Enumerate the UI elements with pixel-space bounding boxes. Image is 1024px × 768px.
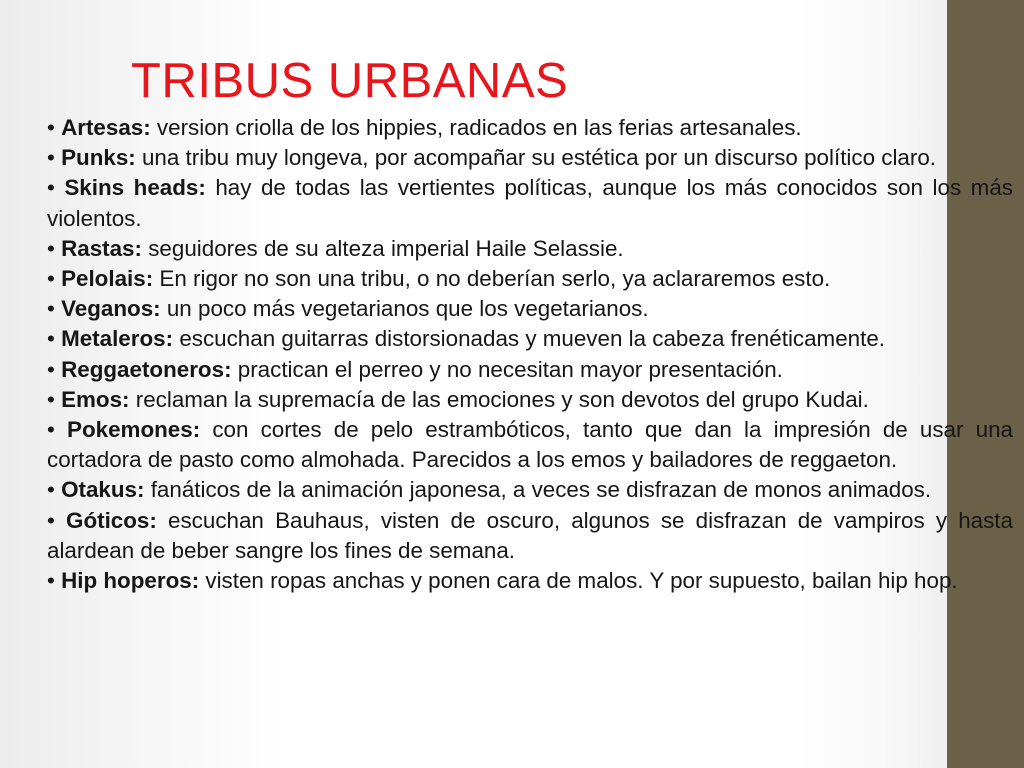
bullet-text: escuchan Bauhaus, visten de oscuro, algunos se disfrazan de vampiros y hasta alardean de beber sangre los fines de semana. <box>47 507 1013 563</box>
bullet-text: con cortes de pelo estrambóticos, tanto que dan la impresión de usar una cortadora de pasto como almohada. Parecidos a los emos y bailadores de reggaeton. <box>47 417 1013 473</box>
bullet-term: Punks: <box>61 145 136 171</box>
bullet-text: practican el perreo y no necesitan mayor presentación. <box>237 356 783 382</box>
bullet-item-reggaetoneros <box>47 355 1013 385</box>
bullet-term: Góticos: <box>66 507 157 533</box>
bullet-term: Skins heads: <box>64 175 206 201</box>
bullet-marker: • <box>47 507 55 533</box>
bullet-term: Pelolais: <box>61 266 154 292</box>
bullet-text: una tribu muy longeva, por acompañar su estética por un discurso político claro. <box>141 145 937 171</box>
bullet-marker: • <box>47 386 55 412</box>
bullet-item-goticos <box>47 506 1013 566</box>
bullet-marker: • <box>47 235 55 261</box>
bullet-text: fanáticos de la animación japonesa, a veces se disfrazan de monos animados. <box>150 477 932 503</box>
bullet-marker: • <box>47 266 55 292</box>
bullet-item-metaleros <box>47 324 1013 354</box>
bullet-text: hay de todas las vertientes políticas, aunque los más conocidos son los más violentos. <box>47 175 1013 231</box>
bullet-term: Reggaetoneros: <box>61 356 232 382</box>
bullet-term: Rastas: <box>61 235 142 261</box>
bullet-text: seguidores de su alteza imperial Haile Selassie. <box>148 235 624 261</box>
bullet-term: Pokemones: <box>67 417 201 443</box>
bullet-item-otakus <box>47 475 1013 505</box>
bullet-term: Hip hoperos: <box>61 568 200 594</box>
bullet-item-punks <box>47 143 1013 173</box>
bullet-marker: • <box>47 356 55 382</box>
bullet-item-pelolais <box>47 264 1013 294</box>
bullet-text: version criolla de los hippies, radicados en las ferias artesanales. <box>156 115 802 140</box>
bullet-item-veganos <box>47 294 1013 324</box>
bullet-term: Otakus: <box>61 477 145 503</box>
bullet-marker: • <box>47 477 55 503</box>
bullet-item-artesas <box>47 113 1013 143</box>
bullet-item-rastas <box>47 234 1013 264</box>
bullet-text: un poco más vegetarianos que los vegetarianos. <box>166 296 649 322</box>
bullet-item-skins-heads <box>47 173 1013 233</box>
bullet-item-hip-hoperos <box>47 566 1013 596</box>
bullet-text: escuchan guitarras distorsionadas y mueven la cabeza frenéticamente. <box>179 326 886 352</box>
bullet-marker: • <box>47 175 55 201</box>
bullet-term: Veganos: <box>61 296 161 322</box>
bullet-text: reclaman la supremacía de las emociones y son devotos del grupo Kudai. <box>135 386 869 412</box>
bullet-item-pokemones <box>47 415 1013 475</box>
bullet-term: Metaleros: <box>61 326 174 352</box>
slide-title: TRIBUS URBANAS <box>131 54 569 108</box>
bullet-marker: • <box>47 115 55 140</box>
bullet-text: visten ropas anchas y ponen cara de malos. Y por supuesto, bailan hip hop. <box>205 568 958 594</box>
bullet-item-emos <box>47 385 1013 415</box>
tribes-bullet-list <box>47 113 1013 596</box>
bullet-text: En rigor no son una tribu, o no deberían serlo, ya aclararemos esto. <box>159 266 831 292</box>
bullet-marker: • <box>47 417 55 443</box>
bullet-marker: • <box>47 326 55 352</box>
bullet-term: Artesas: <box>61 115 151 140</box>
bullet-marker: • <box>47 145 55 171</box>
bullet-marker: • <box>47 296 55 322</box>
bullet-marker: • <box>47 568 55 594</box>
bullet-term: Emos: <box>61 386 130 412</box>
